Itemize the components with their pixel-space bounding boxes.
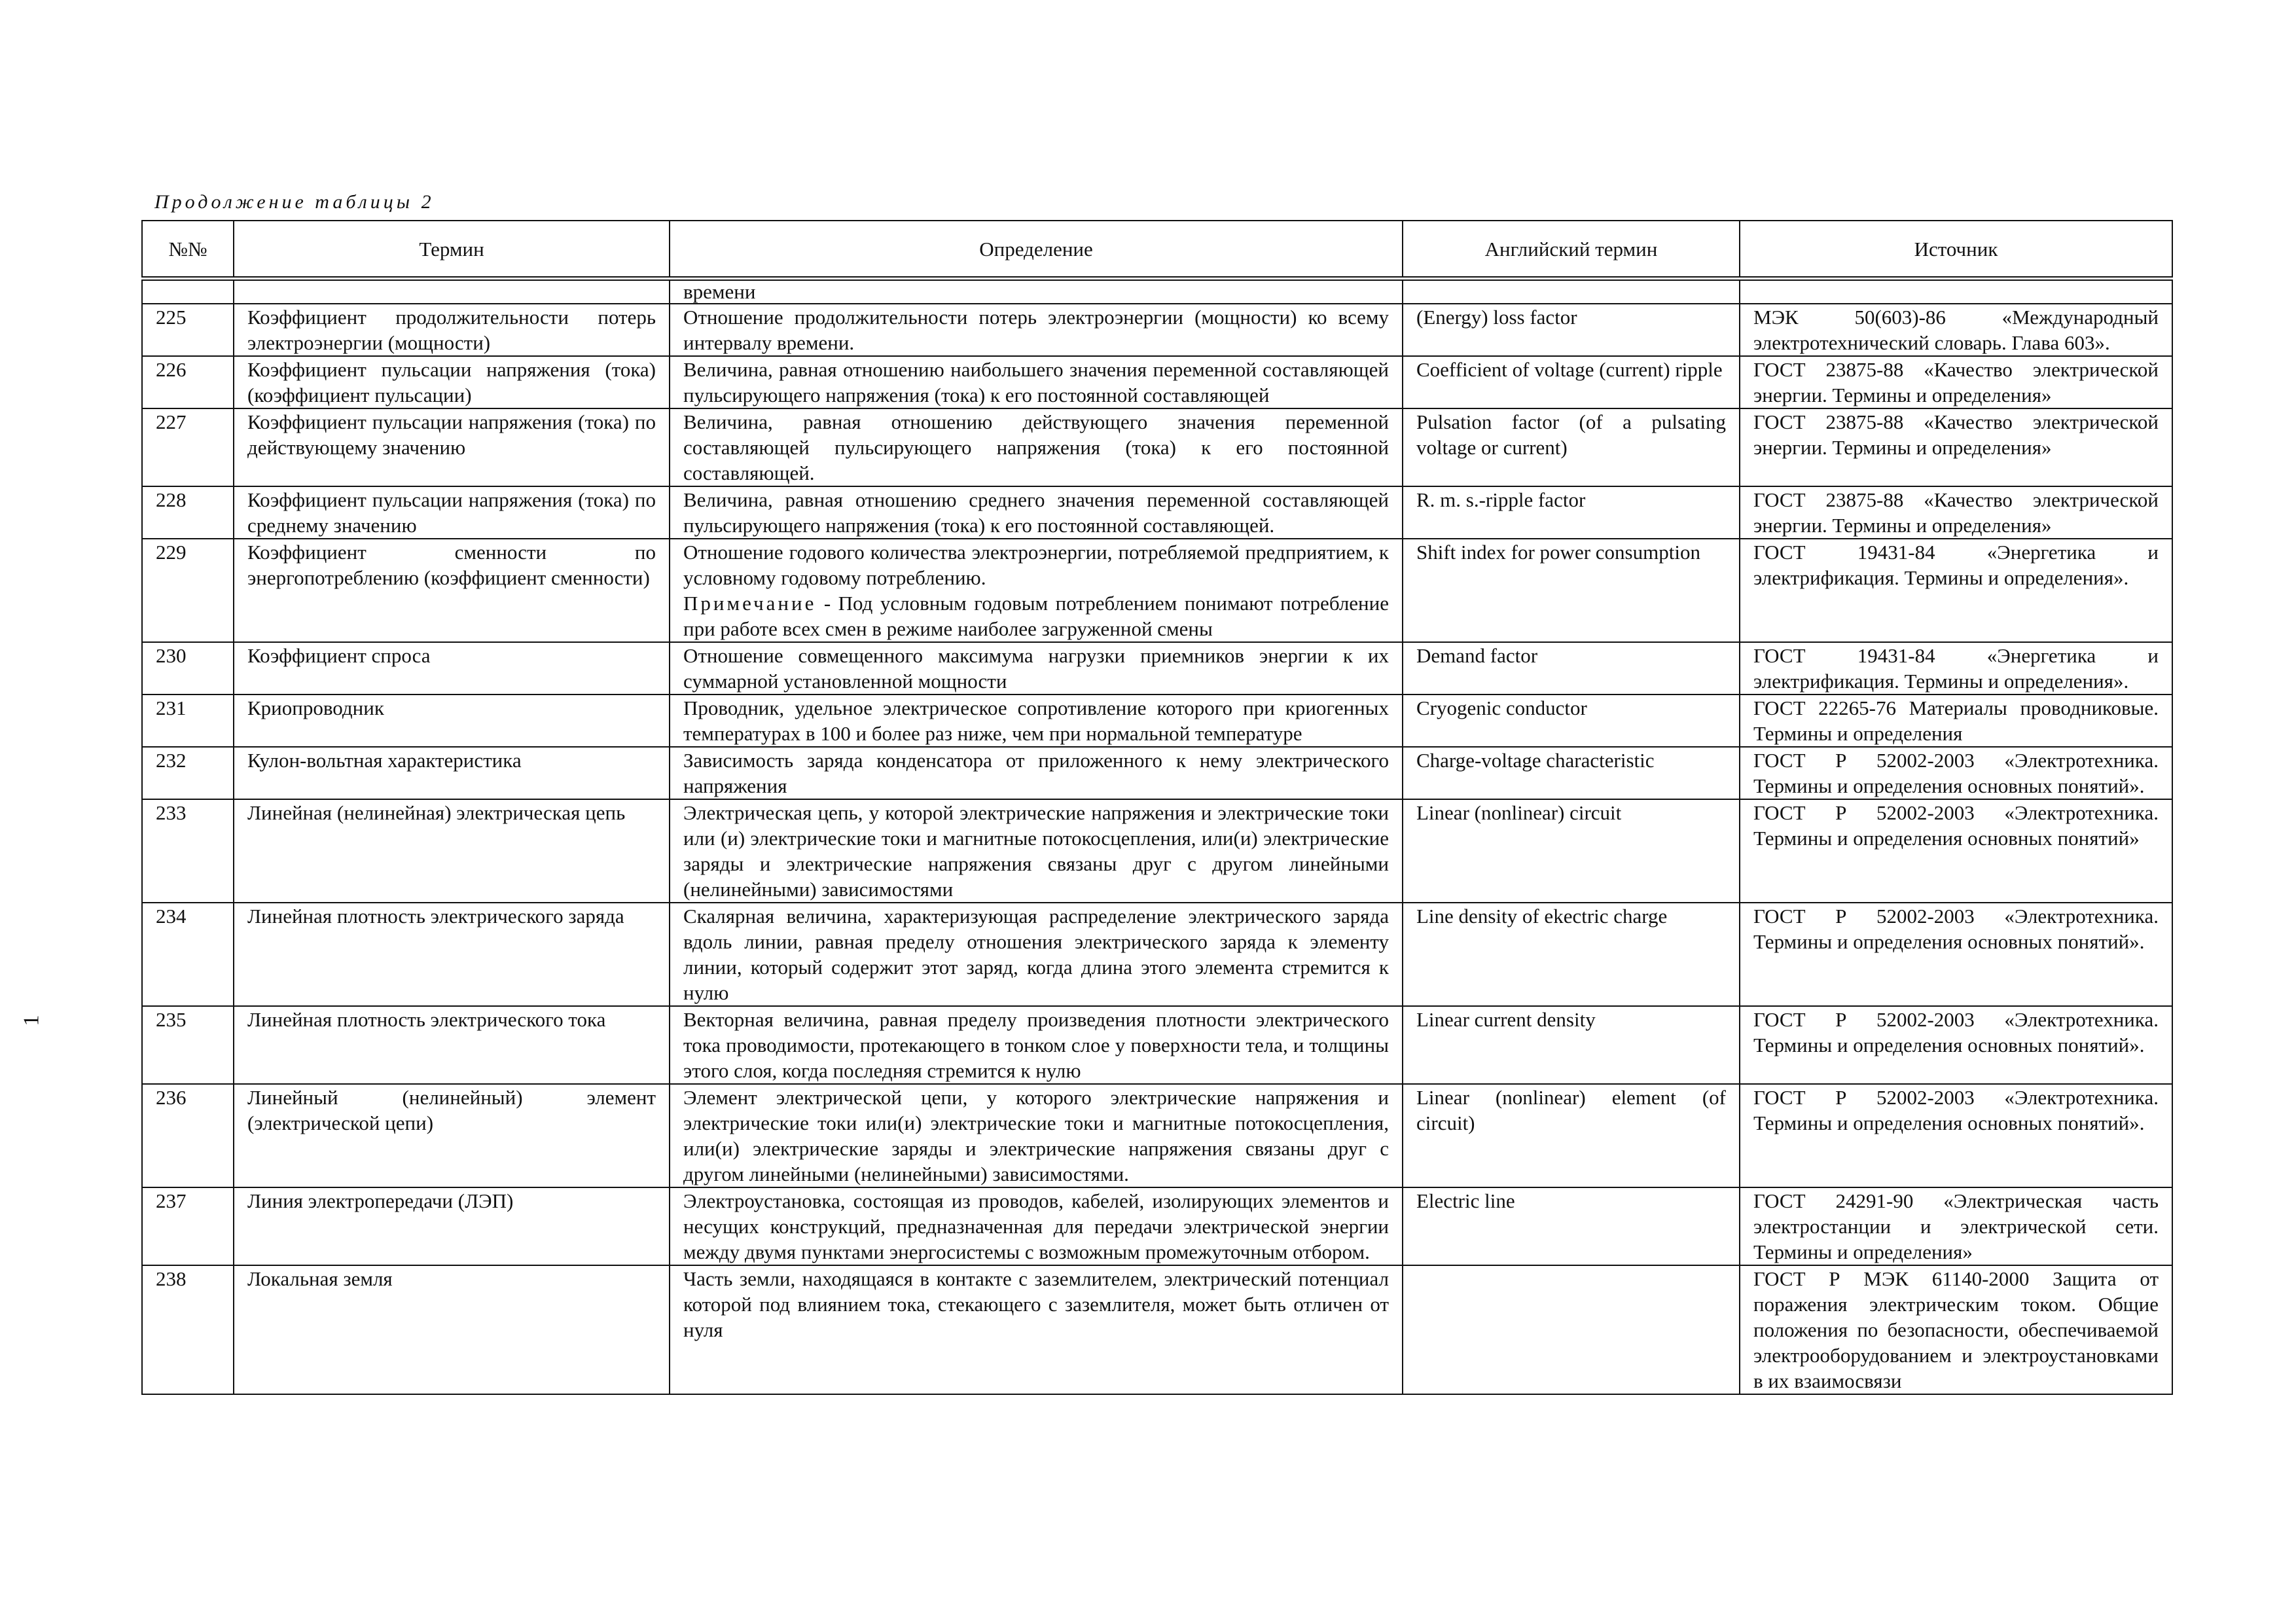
- row-source: ГОСТ 23875-88 «Качество электрической энергии. Термины и определения»: [1740, 356, 2172, 408]
- table-row: [142, 539, 2172, 642]
- row-number: 232: [142, 747, 234, 799]
- row-number: 236: [142, 1084, 234, 1187]
- note-label: Примечание: [683, 592, 817, 615]
- row-term: Коэффициент спроса: [234, 642, 670, 695]
- continuation-row: [142, 279, 2172, 304]
- table-row: [142, 642, 2172, 695]
- row-number: 226: [142, 356, 234, 408]
- row-definition: Векторная величина, равная пределу произведения плотности электрического тока проводимости, протекающего в тонком слое у поверхности тела, и толщины этого слоя, когда последняя стремится к нулю: [670, 1006, 1403, 1084]
- row-definition: Зависимость заряда конденсатора от приложенного к нему электрического напряжения: [670, 747, 1403, 799]
- row-english-term: (Energy) loss factor: [1403, 304, 1740, 356]
- table-row: [142, 695, 2172, 747]
- row-english-term: Coefficient of voltage (current) ripple: [1403, 356, 1740, 408]
- header-english: Английский термин: [1403, 221, 1740, 279]
- row-source: ГОСТ 24291-90 «Электрическая часть электростанции и электрической сети. Термины и определения»: [1740, 1187, 2172, 1265]
- table-row: [142, 304, 2172, 356]
- table-row: [142, 408, 2172, 486]
- row-english-term: Charge-voltage characteristic: [1403, 747, 1740, 799]
- row-number: 234: [142, 903, 234, 1006]
- row-source: ГОСТ Р 52002-2003 «Электротехника. Термины и определения основных понятий».: [1740, 1084, 2172, 1187]
- table-row: [142, 903, 2172, 1006]
- terms-table: [141, 220, 2173, 1395]
- row-number: 225: [142, 304, 234, 356]
- row-definition: Отношение годового количества электроэнергии, потребляемой предприятием, к условному годовому потреблению.: [683, 541, 1389, 589]
- row-definition: Проводник, удельное электрическое сопротивление которого при криогенных температурах в 100 и более раз ниже, чем при нормальной температуре: [670, 695, 1403, 747]
- row-number: 230: [142, 642, 234, 695]
- row-definition: Электроустановка, состоящая из проводов, кабелей, изолирующих элементов и несущих конструкций, предназначенная для передачи электрической энергии между двумя пунктами энергосистемы с возможным промежуточным отбором.: [670, 1187, 1403, 1265]
- row-source: ГОСТ Р МЭК 61140-2000 Защита от поражения электрическим током. Общие положения по безопасности, обеспечиваемой электрооборудованием и электроустановками в их взаимосвязи: [1740, 1265, 2172, 1394]
- row-number: 228: [142, 486, 234, 539]
- table-row: [142, 799, 2172, 903]
- row-english-term: Linear (nonlinear) circuit: [1403, 799, 1740, 903]
- row-english-term: R. m. s.-ripple factor: [1403, 486, 1740, 539]
- table-row: [142, 1265, 2172, 1394]
- row-english-term: Demand factor: [1403, 642, 1740, 695]
- row-definition: Величина, равная отношению действующего значения переменной составляющей пульсирующего напряжения (тока) к его постоянной составляющей.: [670, 408, 1403, 486]
- continuation-num-cell: [142, 279, 234, 304]
- row-source: ГОСТ 23875-88 «Качество электрической энергии. Термины и определения»: [1740, 408, 2172, 486]
- row-definition: Электрическая цепь, у которой электрические напряжения и электрические токи или (и) электрические токи и магнитные потокосцепления, или(и) электрические заряды и электрические напряжения связаны друг с другом линейными (нелинейными) зависимостями: [670, 799, 1403, 903]
- row-definition: Часть земли, находящаяся в контакте с заземлителем, электрический потенциал которой под влиянием тока, стекающего с заземлителя, может быть отличен от нуля: [670, 1265, 1403, 1394]
- row-definition: Отношение продолжительности потерь электроэнергии (мощности) ко всему интервалу времени.: [670, 304, 1403, 356]
- row-source: ГОСТ 19431-84 «Энергетика и электрификация. Термины и определения».: [1740, 539, 2172, 642]
- row-definition: Отношение совмещенного максимума нагрузки приемников энергии к их суммарной установленной мощности: [670, 642, 1403, 695]
- row-definition: Скалярная величина, характеризующая распределение электрического заряда вдоль линии, равная пределу отношения электрического заряда к элементу линии, который содержит этот заряд, когда длина этого элемента стремится к нулю: [670, 903, 1403, 1006]
- row-number: 233: [142, 799, 234, 903]
- row-english-term: Electric line: [1403, 1187, 1740, 1265]
- row-english-term: Linear (nonlinear) element (of circuit): [1403, 1084, 1740, 1187]
- row-english-term: Pulsation factor (of a pulsating voltage or current): [1403, 408, 1740, 486]
- row-term: Коэффициент пульсации напряжения (тока) по действующему значению: [234, 408, 670, 486]
- row-definition: Элемент электрической цепи, у которого электрические напряжения и электрические токи или(и) электрические токи и магнитные потокосцепления, или(и) электрические заряды и электрические напряжения связаны друг с другом линейными (нелинейными) зависимостями.: [670, 1084, 1403, 1187]
- row-term: Линейный (нелинейный) элемент (электрической цепи): [234, 1084, 670, 1187]
- row-number: 235: [142, 1006, 234, 1084]
- table-row: [142, 1084, 2172, 1187]
- row-source: МЭК 50(603)-86 «Международный электротехнический словарь. Глава 603».: [1740, 304, 2172, 356]
- header-definition: Определение: [670, 221, 1403, 279]
- continuation-english-cell: [1403, 279, 1740, 304]
- row-number: 229: [142, 539, 234, 642]
- row-term: Линия электропередачи (ЛЭП): [234, 1187, 670, 1265]
- row-term: Криопроводник: [234, 695, 670, 747]
- continuation-term-cell: [234, 279, 670, 304]
- header-term: Термин: [234, 221, 670, 279]
- row-number: 238: [142, 1265, 234, 1394]
- table-row: [142, 486, 2172, 539]
- row-number: 231: [142, 695, 234, 747]
- continuation-source-cell: [1740, 279, 2172, 304]
- row-definition: Величина, равная отношению наибольшего значения переменной составляющей пульсирующего напряжения (тока) к его постоянной составляющей: [670, 356, 1403, 408]
- table-row: [142, 747, 2172, 799]
- header-source: Источник: [1740, 221, 2172, 279]
- row-term: Локальная земля: [234, 1265, 670, 1394]
- table-caption: Продолжение таблицы 2: [154, 191, 435, 213]
- row-term: Линейная (нелинейная) электрическая цепь: [234, 799, 670, 903]
- row-term: Линейная плотность электрического заряда: [234, 903, 670, 1006]
- row-english-term: Line density of ekectric charge: [1403, 903, 1740, 1006]
- row-definition-cell: [670, 539, 1403, 642]
- row-source: ГОСТ Р 52002-2003 «Электротехника. Термины и определения основных понятий».: [1740, 747, 2172, 799]
- table-row: [142, 356, 2172, 408]
- row-source: ГОСТ Р 52002-2003 «Электротехника. Термины и определения основных понятий».: [1740, 903, 2172, 1006]
- row-english-term: Linear current density: [1403, 1006, 1740, 1084]
- row-term: Линейная плотность электрического тока: [234, 1006, 670, 1084]
- row-source: ГОСТ 19431-84 «Энергетика и электрификация. Термины и определения».: [1740, 642, 2172, 695]
- row-source: ГОСТ 23875-88 «Качество электрической энергии. Термины и определения»: [1740, 486, 2172, 539]
- side-page-number: 1: [19, 1015, 44, 1026]
- row-source: ГОСТ 22265-76 Материалы проводниковые. Термины и определения: [1740, 695, 2172, 747]
- row-definition: Величина, равная отношению среднего значения переменной составляющей пульсирующего напряжения (тока) к его постоянной составляющей.: [670, 486, 1403, 539]
- row-term: Кулон-вольтная характеристика: [234, 747, 670, 799]
- continuation-definition: времени: [670, 279, 1403, 304]
- row-term: Коэффициент продолжительности потерь электроэнергии (мощности): [234, 304, 670, 356]
- row-number: 227: [142, 408, 234, 486]
- note-text: - Под условным годовым потреблением понимают потребление при работе всех смен в режиме наиболее загруженной смены: [683, 592, 1389, 640]
- header-row: [142, 221, 2172, 279]
- row-source: ГОСТ Р 52002-2003 «Электротехника. Термины и определения основных понятий».: [1740, 1006, 2172, 1084]
- row-number: 237: [142, 1187, 234, 1265]
- row-note: [683, 590, 1389, 641]
- header-num: №№: [142, 221, 234, 279]
- row-english-term: Cryogenic conductor: [1403, 695, 1740, 747]
- row-term: Коэффициент сменности по энергопотреблению (коэффициент сменности): [234, 539, 670, 642]
- row-english-term: [1403, 1265, 1740, 1394]
- row-source: ГОСТ Р 52002-2003 «Электротехника. Термины и определения основных понятий»: [1740, 799, 2172, 903]
- row-term: Коэффициент пульсации напряжения (тока) (коэффициент пульсации): [234, 356, 670, 408]
- table-row: [142, 1006, 2172, 1084]
- row-term: Коэффициент пульсации напряжения (тока) по среднему значению: [234, 486, 670, 539]
- row-english-term: Shift index for power consumption: [1403, 539, 1740, 642]
- table-row: [142, 1187, 2172, 1265]
